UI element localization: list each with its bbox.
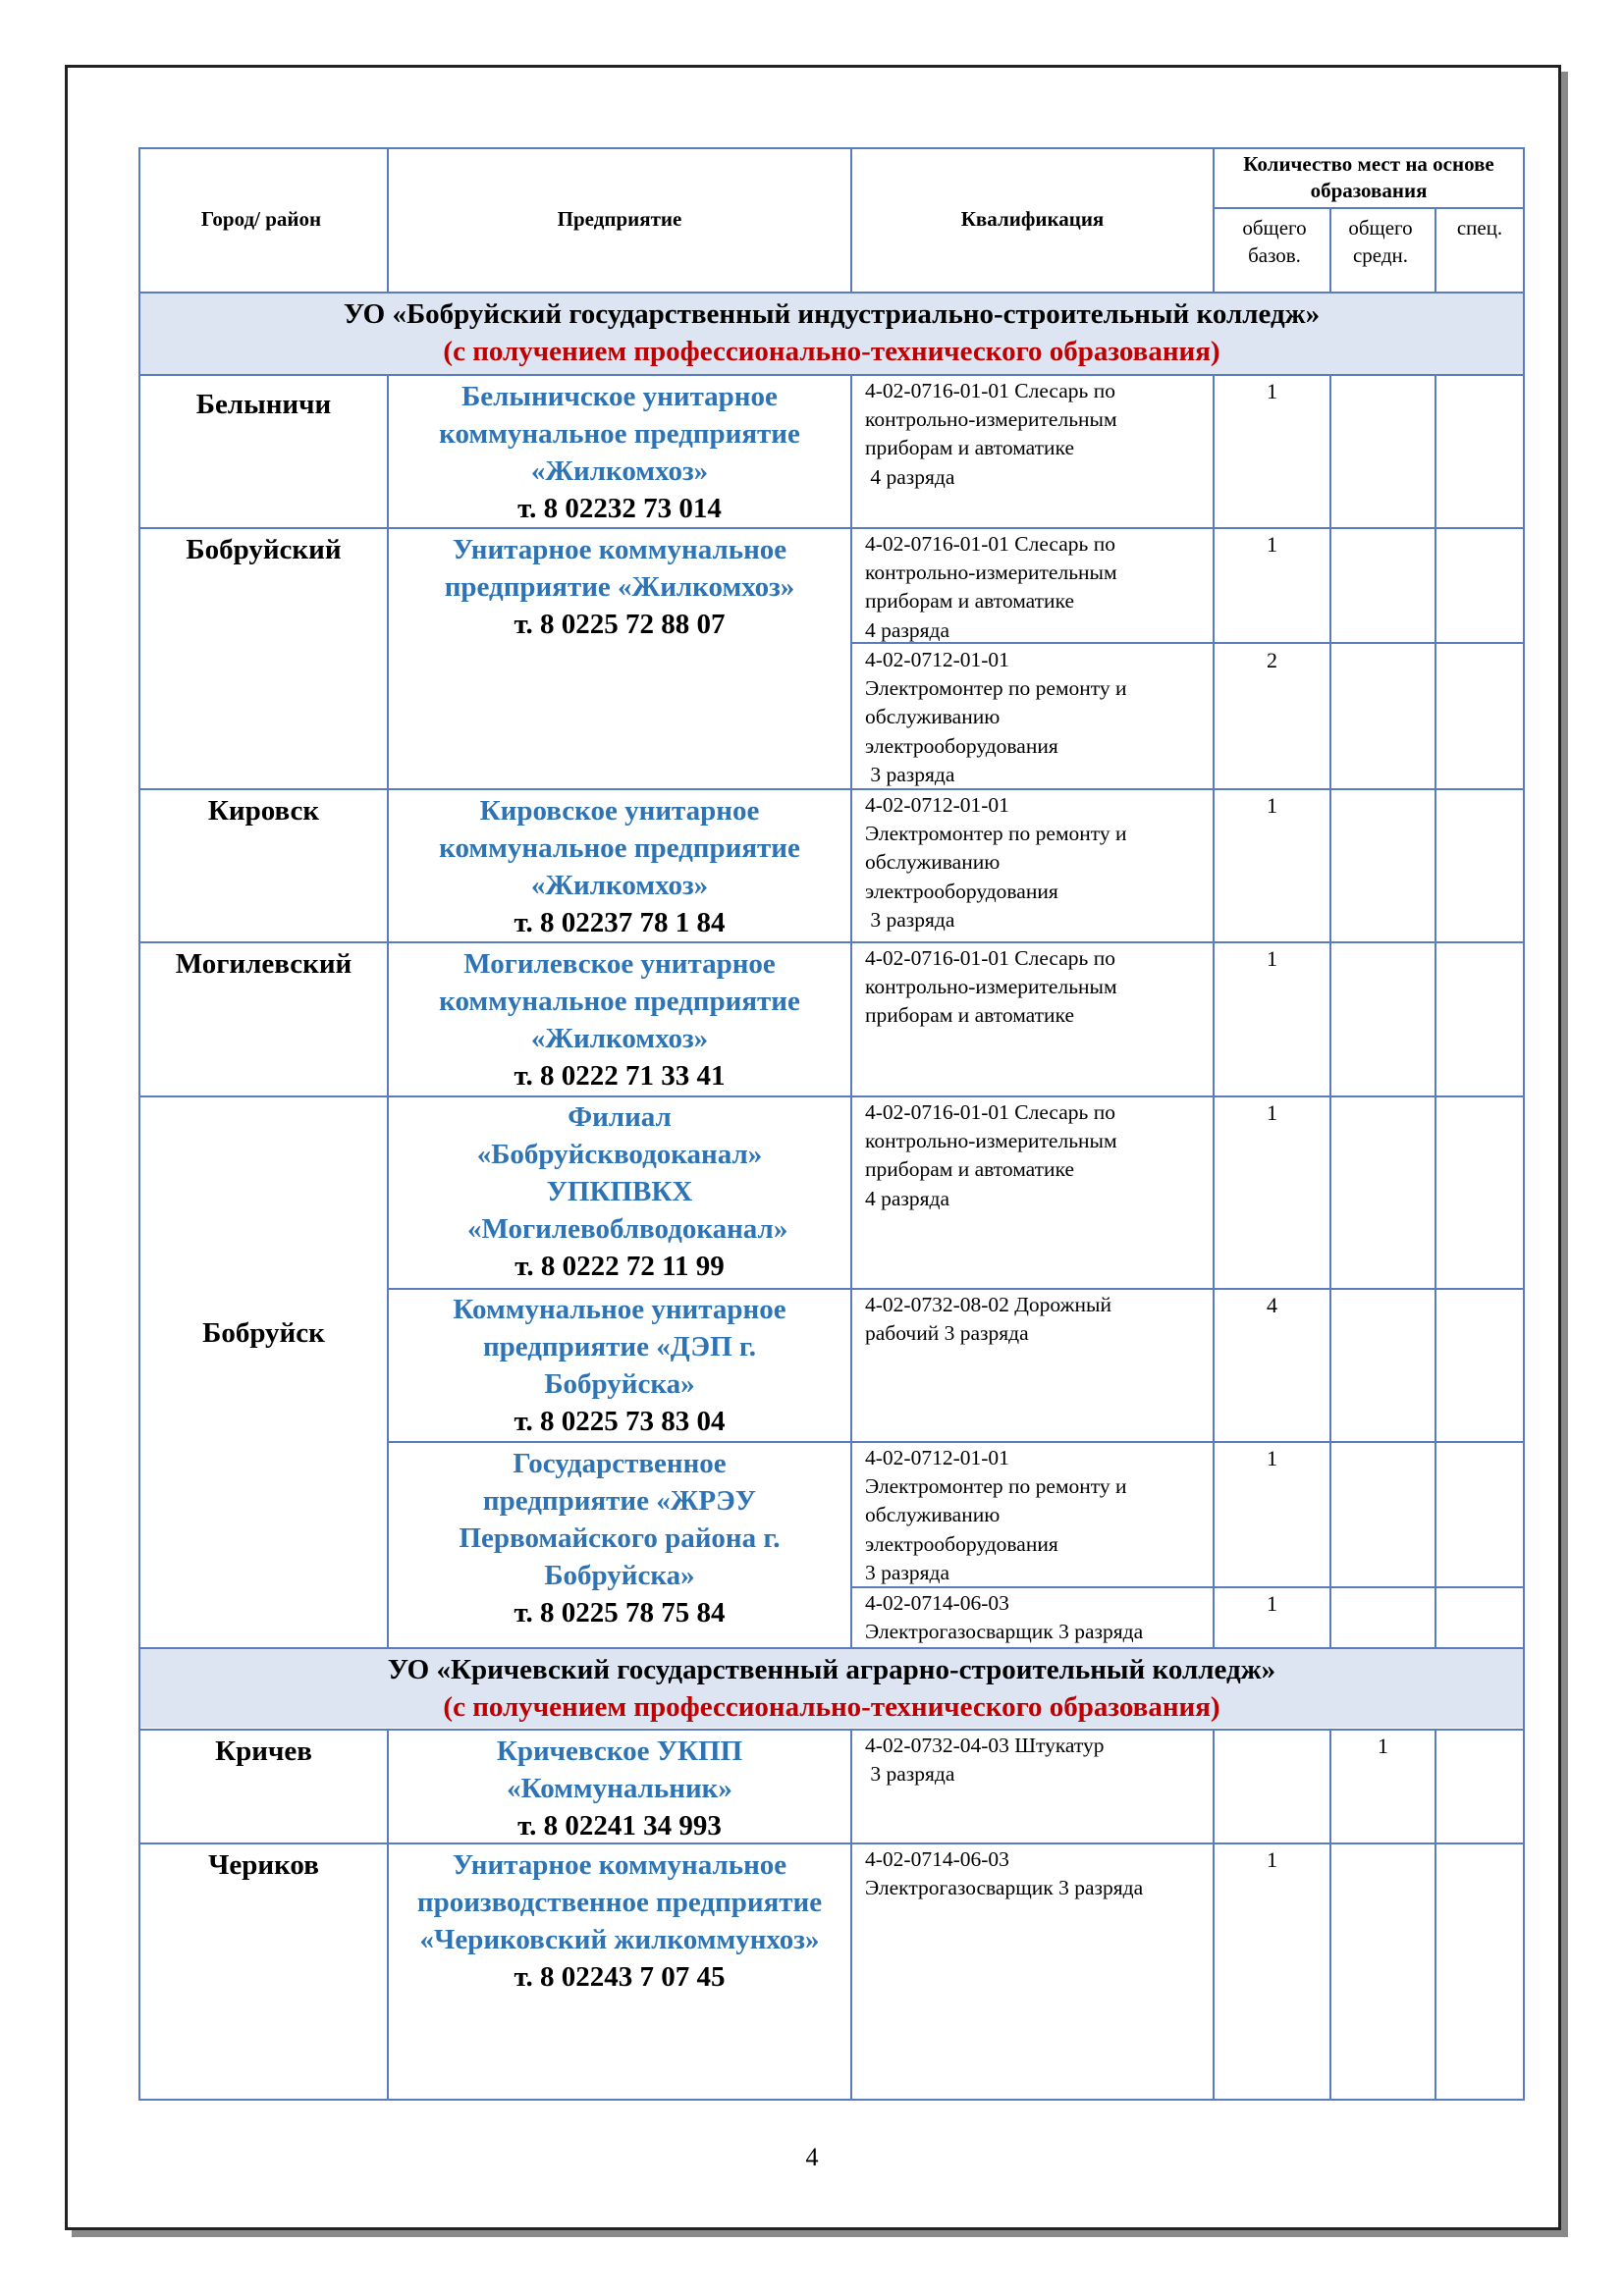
grid-line bbox=[1435, 374, 1436, 1649]
enterprise-phone: т. 8 0225 73 83 04 bbox=[514, 1405, 726, 1437]
enterprise-cell bbox=[389, 1446, 850, 1632]
qualification-cell: 4-02-0732-08-02 Дорожный рабочий 3 разряда bbox=[865, 1293, 1117, 1346]
grid-line bbox=[138, 788, 1525, 790]
grid-line bbox=[1329, 1729, 1331, 2101]
enterprise-cell bbox=[389, 1734, 850, 1845]
qualification-cell: 4-02-0732-04-03 Штукатур 3 разряда bbox=[865, 1734, 1105, 1787]
places-basic: 1 bbox=[1267, 1446, 1277, 1470]
enterprise-name: Государственное предприятие «ЖРЭУ Первомайского района г. Бобруйска» bbox=[459, 1448, 781, 1591]
city-cell: Белыничи bbox=[195, 389, 332, 420]
city-cell: Бобруйск bbox=[202, 1317, 325, 1349]
grid-line bbox=[138, 2099, 1525, 2101]
places-basic: 4 bbox=[1267, 1293, 1277, 1317]
header-col-secondary: общего средн. bbox=[1348, 216, 1413, 268]
enterprise-cell bbox=[389, 1292, 850, 1441]
places-secondary: 1 bbox=[1378, 1734, 1388, 1758]
grid-line bbox=[1523, 147, 1525, 2101]
places-basic: 1 bbox=[1267, 1591, 1277, 1616]
enterprise-name: Могилевское унитарное коммунальное предприятие «Жилкомхоз» bbox=[439, 948, 800, 1054]
enterprise-phone: т. 8 02232 73 014 bbox=[517, 492, 722, 524]
places-basic: 1 bbox=[1267, 1847, 1277, 1872]
city-cell: Кировск bbox=[207, 795, 320, 827]
city-cell: Могилевский bbox=[175, 948, 352, 980]
grid-line bbox=[1213, 1729, 1215, 2101]
qualification-cell: 4-02-0714-06-03 Электрогазосварщик 3 разряда bbox=[865, 1847, 1144, 1900]
enterprise-phone: т. 8 0222 71 33 41 bbox=[514, 1059, 726, 1092]
grid-line bbox=[1329, 374, 1331, 1649]
header-col-basic: общего базов. bbox=[1242, 216, 1307, 268]
grid-line bbox=[387, 1288, 1525, 1290]
enterprise-phone: т. 8 02237 78 1 84 bbox=[514, 906, 726, 938]
grid-line bbox=[387, 1441, 1525, 1443]
enterprise-phone: т. 8 02241 34 993 bbox=[517, 1809, 722, 1842]
places-basic: 1 bbox=[1267, 532, 1277, 557]
places-basic: 1 bbox=[1267, 379, 1277, 403]
enterprise-phone: т. 8 02243 7 07 45 bbox=[514, 1960, 726, 1993]
enterprise-cell bbox=[389, 1847, 850, 1997]
qualification-cell: 4-02-0712-01-01 Электромонтер по ремонту и обслуживанию электрооборудования 3 разряда bbox=[865, 1446, 1127, 1584]
grid-line bbox=[138, 1095, 1525, 1097]
enterprise-name: Кричевское УКПП «Коммунальник» bbox=[496, 1735, 743, 1804]
grid-line bbox=[138, 147, 1525, 149]
qualification-cell: 4-02-0714-06-03 Электрогазосварщик 3 разряда bbox=[865, 1591, 1144, 1644]
qualification-cell: 4-02-0716-01-01 Слесарь по контрольно-измерительным приборам и автоматике 4 разряда bbox=[865, 379, 1117, 489]
enterprise-phone: т. 8 0225 78 75 84 bbox=[514, 1596, 726, 1629]
section-name: УО «Бобруйский государственный индустриально-строительный колледж» bbox=[343, 298, 1321, 330]
qualification-cell: 4-02-0716-01-01 Слесарь по контрольно-измерительным приборам и автоматике bbox=[865, 946, 1122, 1028]
enterprise-cell bbox=[389, 793, 850, 942]
enterprise-name: Унитарное коммунальное производственное предприятие «Чериковский жилкоммунхоз» bbox=[416, 1849, 823, 1955]
grid-line bbox=[138, 1647, 1525, 1649]
enterprise-cell bbox=[389, 532, 850, 644]
section-subtitle: (с получением профессионально-технического образования) bbox=[443, 1690, 1220, 1723]
city-cell: Чериков bbox=[208, 1849, 319, 1881]
places-basic: 2 bbox=[1267, 648, 1277, 672]
header-enterprise: Предприятие bbox=[557, 207, 682, 231]
grid-line bbox=[138, 292, 1525, 294]
section-title-1 bbox=[140, 296, 1523, 370]
grid-line bbox=[1213, 207, 1525, 209]
enterprise-name: Коммунальное унитарное предприятие «ДЭП г. Бобруйска» bbox=[453, 1294, 786, 1400]
section-name: УО «Кричевский государственный аграрно-строительный колледж» bbox=[387, 1654, 1276, 1685]
qualification-cell: 4-02-0712-01-01 Электромонтер по ремонту и обслуживанию электрооборудования 3 разряда bbox=[865, 648, 1127, 786]
grid-line bbox=[138, 374, 1525, 376]
grid-line bbox=[138, 147, 140, 2101]
city-cell: Кричев bbox=[215, 1735, 312, 1767]
city-cell: Бобруйский bbox=[186, 534, 342, 565]
enterprise-cell bbox=[389, 379, 850, 528]
qualification-cell: 4-02-0712-01-01 Электромонтер по ремонту и обслуживанию электрооборудования 3 разряда bbox=[865, 793, 1127, 932]
places-basic: 1 bbox=[1267, 793, 1277, 818]
enterprise-name: Кировское унитарное коммунальное предприятие «Жилкомхоз» bbox=[439, 795, 800, 901]
qualification-table bbox=[138, 147, 1525, 2101]
enterprise-phone: т. 8 0222 72 11 99 bbox=[514, 1250, 725, 1282]
enterprise-phone: т. 8 0225 72 88 07 bbox=[514, 608, 726, 640]
section-subtitle: (с получением профессионально-технического образования) bbox=[443, 335, 1220, 367]
grid-line bbox=[1213, 147, 1215, 294]
page-number: 4 bbox=[805, 2143, 819, 2171]
places-basic: 1 bbox=[1267, 946, 1277, 971]
qualification-cell: 4-02-0716-01-01 Слесарь по контрольно-измерительным приборам и автоматике 4 разряда bbox=[865, 1100, 1117, 1210]
enterprise-cell bbox=[389, 1099, 850, 1286]
grid-line bbox=[1435, 1729, 1436, 2101]
enterprise-name: Филиал «Бобруйскводоканал» УПКПВКХ «Могилевоблводоканал» bbox=[467, 1101, 788, 1245]
places-basic: 1 bbox=[1267, 1100, 1277, 1125]
grid-line bbox=[138, 1729, 1525, 1731]
header-city: Город/ район bbox=[200, 207, 322, 231]
header-qualification: Квалификация bbox=[960, 207, 1105, 231]
enterprise-name: Белыничское унитарное коммунальное предприятие «Жилкомхоз» bbox=[439, 381, 800, 487]
header-col-special: спец. bbox=[1456, 216, 1503, 240]
section-title-2 bbox=[140, 1652, 1523, 1726]
qualification-cell: 4-02-0716-01-01 Слесарь по контрольно-измерительным приборам и автоматике 4 разряда bbox=[865, 532, 1117, 642]
enterprise-name: Унитарное коммунальное предприятие «Жилкомхоз» bbox=[444, 534, 795, 603]
header-places: Количество мест на основе образования bbox=[1243, 152, 1494, 202]
enterprise-cell bbox=[389, 946, 850, 1095]
